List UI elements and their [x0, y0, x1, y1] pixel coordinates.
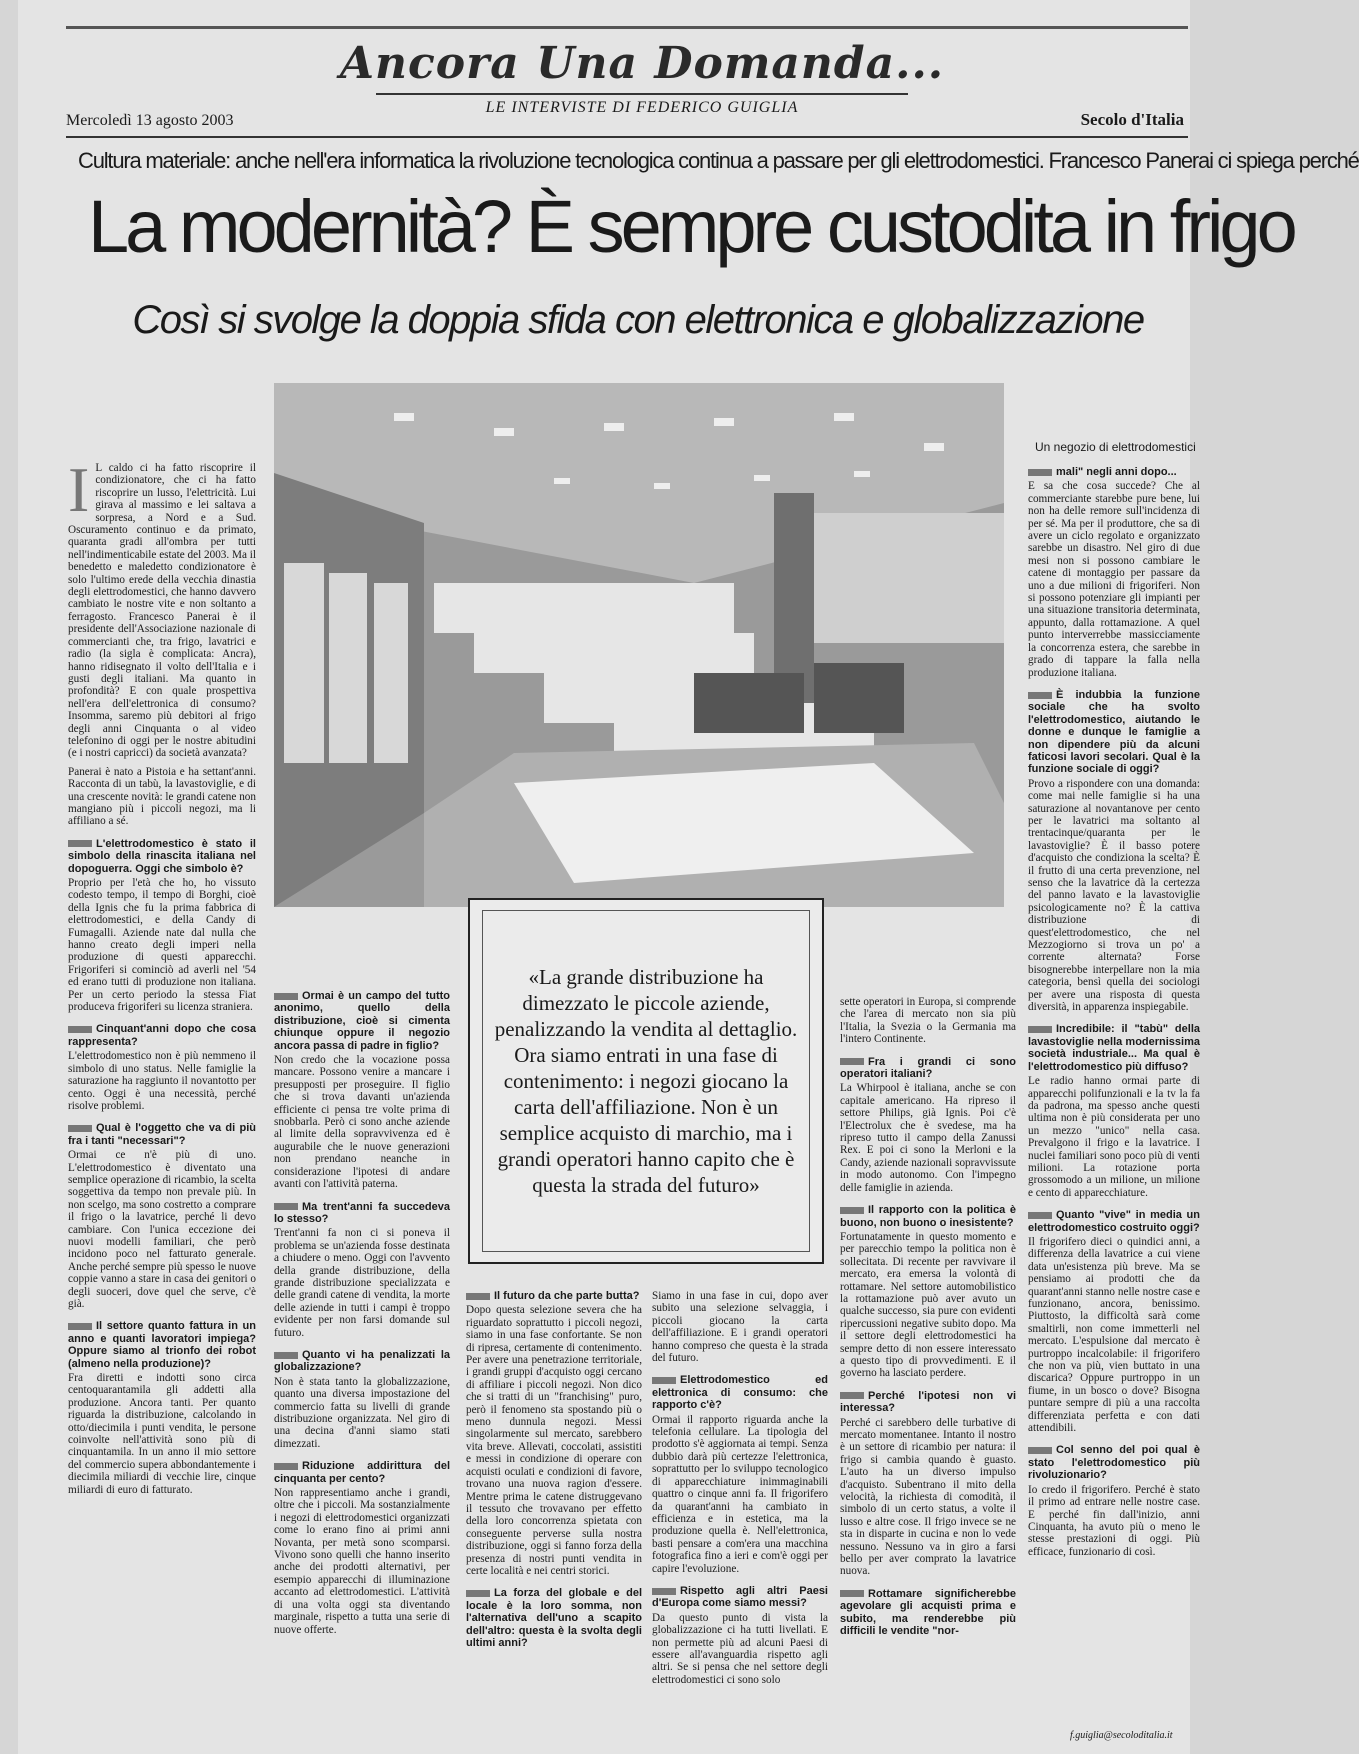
question: È indubbia la funzione sociale che ha svolto l'elettrodomestico, aiutando le donne e dunque le famiglie a non dipendere più da alcuni faticosi lavori secolari. Qual è la funzione sociale di oggi? — [1028, 688, 1200, 776]
series-masthead — [336, 38, 948, 134]
answer: Non è stata tanto la globalizzazione, quanto una diversa impostazione del commercio fatta su livelli di grande distribuzione organizzata. Nel giro di una decina d'anni siamo stati dimezzati. — [274, 1375, 450, 1450]
answer: Ormai il rapporto riguarda anche la telefonia cellulare. La tipologia del prodotto s'è aggiornata ai tempi. Senza dubbio darà più certezze l'elettronica, soprattutto per lo sviluppo tecnologico di apparecchiature inimmaginabili quattro o cinque anni fa. Il frigorifero da quarant'anni ha cambiato in efficienza e in estetica, ma la produzione quella è. Nell'elettronica, basti pensare a com'era una macchina fotografica fino a ieri e com'è oggi per capire l'evoluzione. — [652, 1413, 828, 1575]
question: Incredibile: il "tabù" della lavastoviglie nella modernissima società industriale... Ma qual è l'elettrodomestico più diffuso? — [1028, 1023, 1200, 1073]
column-1 — [68, 454, 256, 1722]
question: La forza del globale e del locale è la loro somma, non l'alternativa dell'uno a scapito dell'altro: questa è la svolta degli ultimi anni? — [466, 1587, 642, 1649]
question: Col senno del poi qual è stato l'elettrodomestico più rivoluzionario? — [1028, 1444, 1200, 1482]
answer: Fra diretti e indotti sono circa centoquarantamila gli addetti alla produzione. Ancora tanti. Per quanto riguarda la distribuzione, calcolando in otto/diecimila i punti vendita, le persone coinvolte nell'attività sono più di cinquantamila. In un anno il mio settore del commercio supera abbondantemente i diecimila miliardi di vecchie lire, cinque miliardi di euro di fatturato. — [68, 1372, 256, 1496]
answer: Non credo che la vocazione possa mancare. Possono venire a mancare i presupposti per proseguire. Il figlio che si trova davanti un'azienda efficiente ci pensa tre volte prima di snobbarla. Però ci sono anche aziende al limite della sopravvivenza ed è augurabile che le nuove generazioni non prendano neanche in considerazione l'ipotesi di andare avanti con l'attività paterna. — [274, 1054, 450, 1191]
question: L'elettrodomestico è stato il simbolo della rinascita italiana nel dopoguerra. Oggi che simbolo è? — [68, 837, 256, 875]
question: Ma trent'anni fa succedeva lo stesso? — [274, 1200, 450, 1225]
answer: La Whirpool è italiana, anche se con capitale americano. Ha ripreso il settore Philips, già Ignis. Poi c'è l'Electrolux che è svedese, ma ha ripreso tutto il campo della Zanussi Rex. E poi ci sono la Merloni e la Candy, aziende nazionali sopravvissute in modo autonomo. Con l'impegno delle famiglie in azienda. — [840, 1082, 1016, 1194]
question: Rottamare significherebbe agevolare gli acquisti prima e subito, ma renderebbe più difficili le vendite "nor- — [840, 1587, 1016, 1638]
question: Quanto "vive" in media un elettrodomestico costruito oggi? — [1028, 1209, 1200, 1234]
question: Ormai è un campo del tutto anonimo, quello della distribuzione, cioè si cimenta chiunque oppure il negozio ancora passa di padre in figlio? — [274, 990, 450, 1052]
intro-paragraph-2: Panerai è nato a Pistoia e ha settant'anni. Racconta di un tabù, la lavastoviglie, e di una crescente novità: le grandi catene non mangiano più i piccoli negozi, ma li affiliano a sé. — [68, 765, 256, 828]
author-email: f.guiglia@secoloditalia.it — [1070, 1730, 1173, 1741]
answer: Perché ci sarebbero delle turbative di mercato momentanee. Intanto il nostro è un settore di ricambio per natura: il frigo si cambia quando è guasto. L'auto ha un diverso impulso d'acquisto. Subentrano il mito della velocità, la richiesta di comodità, il simbolo di un certo status, a volte il lusso e altre cose. Il frigo invece se ne sta in disparte in cucina e non lo vede nessuno. Nessuno va in giro a farsi bello per aver comprato la lavatrice nuova. — [840, 1416, 1016, 1578]
answer: Non rappresentiamo anche i grandi, oltre che i piccoli. Ma sostanzialmente i negozi di elettrodomestici organizzati come lo erano fino ai primi anni Novanta, per metà sono scomparsi. Vivono sono quelli che hanno inserito anche dei prodotti alternativi, per esempio apparecchi di illuminazione accanto ad elettrodomestici. L'attività di una volta oggi sta diventando marginale, rispetto a tutta una serie di nuove offerte. — [274, 1487, 450, 1636]
answer: Provo a rispondere con una domanda: come mai nelle famiglie si ha una saturazione al novantanove per cento per le lavatrici ma soltanto al trentacinque/quaranta per le lavastoviglie? È il basso potere d'acquisto che condiziona la scelta? È il frutto di una certa prevenzione, nel senso che la lavatrice dà la certezza del panno lavato e la lavastoviglie psicologicamente no? È la cattiva distribuzione di quest'elettrodomestico, che nel Mezzogiorno si trova un po' a corrente alternata? Forse bisognerebbe interpellare non la mia categoria, bensì quella dei sociologi per avere una risposta di questa diversità, in apparenza inspiegabile. — [1028, 777, 1200, 1014]
issue-date: Mercoledì 13 agosto 2003 — [66, 112, 234, 129]
masthead-rule — [376, 93, 908, 95]
answer: Siamo in una fase in cui, dopo aver subito una selezione selvaggia, i piccoli giocano la carta dell'affiliazione. E i grandi operatori hanno compreso che questa è la strada del futuro. — [652, 1290, 828, 1365]
column-4 — [652, 1290, 828, 1720]
answer: E sa che cosa succede? Che al commerciante starebbe pure bene, lui non ha delle remore sull'incidenza di per sé. Ma per il produttore, che sa di avere un ciclo regolato e organizzato sarebbe un disastro. Nel giro di due mesi non si possono cambiare le catene di montaggio per passare da uno a due milioni di frigoriferi. Non si possono potenziare gli impianti per una situazione transitoria determinata, appunto, dalla rottamazione. A quel punto interverrebbe massicciamente la concorrenza estera, che sarebbe in grado di tappare la falla nella produzione italiana. — [1028, 480, 1200, 679]
question: Quanto vi ha penalizzati la globalizzazione? — [274, 1348, 450, 1374]
column-2 — [274, 990, 450, 1720]
answer: Dopo questa selezione severa che ha riguardato soprattutto i piccoli negozi, siamo in una fase confortante. Se non di ripresa, certamente di contenimento. Per avere una penetrazione territoriale, i grandi gruppi d'acquisto oggi cercano di affiliare i piccoli negozi. Non dico che si tratti di un "franchising" puro, però il fenomeno sta spostando più o meno dunnula negozi. Messi singolarmente sul mercato, sarebbero vita breve. Allevati, coccolati, assistiti e messi in condizione di operare con acquisti oculati e condizioni di favore, trovano una nuova ragion d'essere. Mentre prima le catene distruggevano il tessuto che trovavano per effetto della loro concorrenza spietata con conseguente perverse sulla nostra distribuzione, oggi si fanno forza della presenza di nostri punti vendita in certe località e nei centri storici. — [466, 1304, 642, 1577]
answer: sette operatori in Europa, si comprende che l'area di mercato non sia più l'Italia, la Svezia o la Germania ma l'intero Continente. — [840, 996, 1016, 1046]
series-subtitle: LE INTERVISTE DI FEDERICO GUIGLIA — [485, 99, 799, 116]
answer: Da questo punto di vista la globalizzazione ci ha tutti livellati. E non permette più ad alcuni Paesi di essere all'avanguardia rispetto agli altri. Se si pensa che nel settore degli elettrodomestici ci sono solo — [652, 1611, 828, 1686]
question: Cinquant'anni dopo che cosa rappresenta? — [68, 1023, 256, 1048]
column-3 — [466, 1290, 642, 1720]
question: Perché l'ipotesi non vi interessa? — [840, 1389, 1016, 1415]
pull-quote: «La grande distribuzione ha dimezzato le piccole aziende, penalizzando la vendita al dettaglio. Ora siamo entrati in una fase di contenimento: i negozi giocano la carta dell'affiliazione. Non è un semplice acquisto di marchio, ma i grandi operatori hanno capito che è questa la strada del futuro» — [482, 910, 810, 1252]
answer: Le radio hanno ormai parte di apparecchi polifunzionali e la tv la fa da padrona, ma spesso anche questi ultima non è più considerata per uno un mezzo "unico" nella casa. Prevalgono il frigo e la lavatrice. I nuclei familiari sono poco più di venti milioni. La rotazione porta grossomodo a un milione, un milione e cento di apparecchiature. — [1028, 1075, 1200, 1199]
question: Qual è l'oggetto che va di più fra i tanti "necessari"? — [68, 1122, 256, 1147]
question: Rispetto agli altri Paesi d'Europa come siamo messi? — [652, 1584, 828, 1610]
answer: Proprio per l'età che ho, ho vissuto codesto tempo, il tempo di Borghi, cioè della Ignis che fu la prima fabbrica di elettrodomestici, e della Candy di Fumagalli. Aziende nate dal nulla che hanno creato degli imperi nella produzione di questi apparecchi. Frigoriferi si cominciò ad averli nel '54 ed erano tutti di produzione non italiana. Per un certo periodo la stessa Fiat produceva frigoriferi su licenza straniera. — [68, 877, 256, 1014]
answer: Fortunatamente in questo momento e per parecchio tempo la politica non è sollecitata. Di recente per ravvivare il mercato, era emersa la volontà di rottamare. Nel settore automobilistico la rottamazione può aver avuto un qualche successo, sia pure con evidenti ripercussioni negative subito dopo. Ma il settore degli elettrodomestici ha sempre detto di non essere interessato a questo tipo di provvedimenti. E il governo ha lasciato perdere. — [840, 1230, 1016, 1380]
store-photo-illustration — [274, 383, 1004, 907]
question: Il settore quanto fattura in un anno e quanti lavoratori impiega? Oppure siamo al trionfo dei robot (almeno nella produzione)? — [68, 1320, 256, 1370]
question: Riduzione addirittura del cinquanta per cento? — [274, 1460, 450, 1485]
photo-caption: Un negozio di elettrodomestici — [1035, 440, 1196, 454]
series-title: Ancora Una Domanda... — [339, 38, 945, 89]
newspaper-name: Secolo d'Italia — [1080, 110, 1184, 129]
question: Fra i grandi ci sono operatori italiani? — [840, 1055, 1016, 1081]
answer: Il frigorifero dieci o quindici anni, a differenza della lavatrice a cui viene data un'esistenza più breve. Ma se pensiamo ai prodotti che da quarant'anni stanno nelle nostre case e funzionano, ancora, benissimo. Piuttosto, la difficoltà sarà come smaltirli, non come immetterli nel mercato. L'espulsione dal mercato è purtroppo incalcolabile: il frigorifero che non va più, vien buttato in una discarica? Oppure purtroppo in un fiume, in un bosco o dove? Bisogna puntare sempre di più a una raccolta differenziata perfetta e con dati attendibili. — [1028, 1235, 1200, 1435]
question: Elettrodomestico ed elettronica di consumo: che rapporto c'è? — [652, 1374, 828, 1412]
header-rule — [66, 136, 1188, 138]
article-subheadline: Così si svolge la doppia sfida con elettronica e globalizzazione — [132, 298, 1144, 342]
top-rule — [66, 26, 1188, 29]
article-kicker: Cultura materiale: anche nell'era informatica la rivoluzione tecnologica continua a passare per gli elettrodomestici. Francesco Panerai ci spiega perché — [78, 148, 1359, 173]
pull-quote-box — [468, 898, 824, 1264]
newspaper-page — [18, 0, 1359, 1754]
intro-paragraph — [68, 454, 256, 760]
column-6 — [1028, 466, 1200, 1726]
drop-cap: I — [68, 454, 90, 525]
answer: L'elettrodomestico non è più nemmeno il simbolo di uno status. Nelle famiglie la saturazione ha raggiunto il novantotto per cento. Oggi è una necessità, perché risolve problemi. — [68, 1050, 256, 1112]
column-5 — [840, 996, 1016, 1720]
question: Il futuro da che parte butta? — [466, 1290, 642, 1302]
question: Il rapporto con la politica è buono, non buono o inesistente? — [840, 1204, 1016, 1229]
intro-text: L caldo ci ha fatto riscoprire il condizionatore, che ci ha fatto riscoprire un lusso, l'elettricità. Lui girava al massimo e lei saltava a sorpresa, a Nord e a Sud. Oscuramento continuo e da primato, quaranta gradi all'ombra per tutti nell'indimenticabile estate del 2003. Ma il benedetto e maledetto condizionatore è solo l'ultimo erede della vecchia dinastia degli elettrodomestici, che hanno davvero cambiato le nostre vite e non soltanto a ferragosto. Francesco Panerai è il presidente dell'Associazione nazionale di commercianti che, tra frigo, lavatrici e radio (la sigla è complicata: Ancra), hanno ridisegnato il volto dell'Italia e i gusti degli italiani. Ma quanto in profondità? E con quale prospettiva nell'era dell'elettronica di consumo? Insomma, saremo più debitori al frigo degli anni Cinquanta o al video telefonino di oggi per le nostre abitudini (e i nostri capricci) da società avanzata? — [68, 462, 256, 760]
store-photo — [274, 383, 1004, 907]
answer: Ormai ce n'è più di uno. L'elettrodomestico è diventato una semplice operazione di ricambio, la scelta soggettiva da tempo non prevale più. In non scelgo, ma sono costretto a comprare il frigo o la lavatrice, perché li devo cambiare. Con l'unica eccezione dei nuovi modelli familiari, che però incidono poco nel fatturato generale. Anche perché sempre più spesso le nuove coppie vanno a stare in casa dei genitori o degli suoceri, dove quel che serve, c'è già. — [68, 1149, 256, 1310]
answer: Io credo il frigorifero. Perché è stato il primo ad entrare nelle nostre case. E perché fin dall'inizio, anni Cinquanta, ha avuto più o meno le stesse prestazioni di oggi. Più efficace, funzionario di così. — [1028, 1483, 1200, 1558]
article-headline: La modernità? È sempre custodita in frigo — [88, 185, 1294, 268]
answer: Trent'anni fa non ci si poneva il problema se un'azienda fosse destinata a chiudere o meno. Oggi con l'avvento della grande distribuzione, della grande distribuzione specializzata e delle grandi catene di vendita, la morte delle aziende in tutti i campi è troppo evidente per non farsi domande sul futuro. — [274, 1227, 450, 1339]
question-continued: mali" negli anni dopo... — [1028, 466, 1200, 478]
